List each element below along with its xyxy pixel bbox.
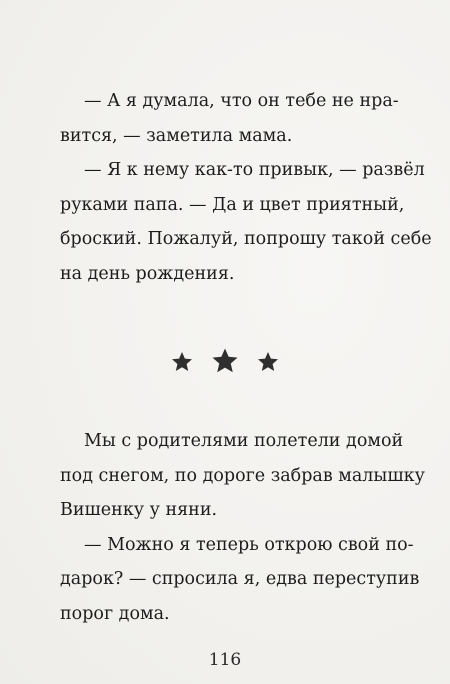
star-icon	[256, 350, 280, 374]
text-line: броский. Пожалуй, попрошу такой себе	[60, 229, 432, 249]
text-line: Вишенку у няни.	[60, 500, 218, 520]
text-line: — А я думала, что он тебе не нра-	[84, 91, 399, 111]
section-divider	[0, 346, 450, 376]
text-line: дарок? — спросила я, едва переступив	[60, 569, 420, 589]
text-line: вится, — заметила мама.	[60, 125, 293, 146]
text-block-bottom	[60, 424, 425, 631]
text-line: — Я к нему как-то привык, — развёл	[84, 160, 425, 180]
paragraph	[60, 528, 420, 632]
text-line: порог дома.	[60, 603, 170, 624]
text-block-top	[60, 84, 432, 291]
page-number: 116	[208, 650, 242, 670]
paragraph	[60, 84, 399, 153]
text-line: Мы с родителями полетели домой	[84, 431, 404, 451]
text-line: — Можно я теперь открою свой по-	[84, 534, 414, 555]
paragraph	[60, 153, 432, 291]
star-icon	[210, 346, 240, 376]
star-icon	[170, 350, 194, 374]
text-line: руками папа. — Да и цвет приятный,	[60, 194, 405, 215]
paragraph	[60, 424, 425, 528]
text-line: под снегом, по дороге забрав малышку	[60, 465, 425, 486]
text-line: на день рождения.	[60, 263, 235, 284]
